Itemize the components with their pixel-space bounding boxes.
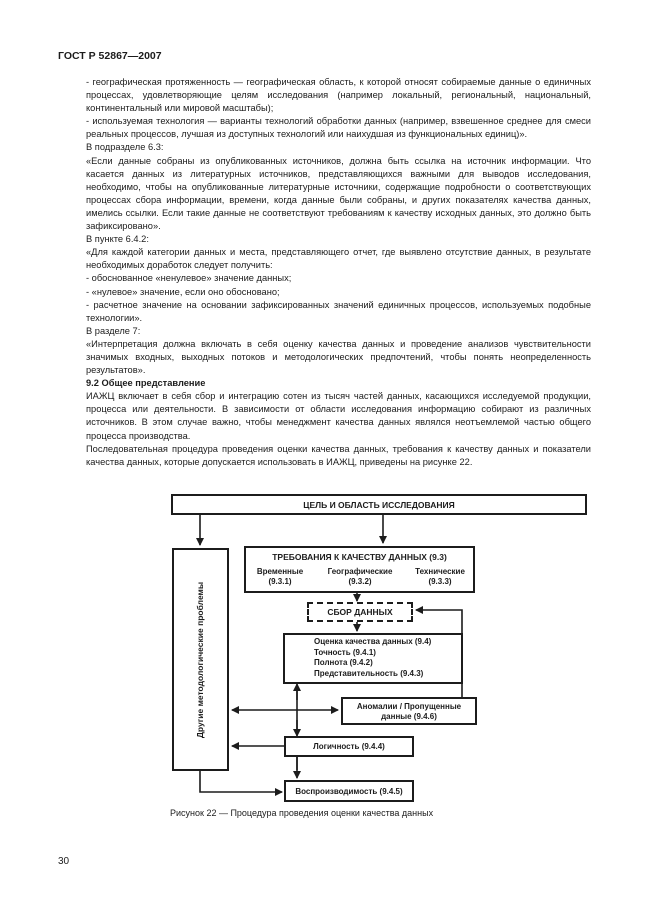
- paragraph: ИАЖЦ включает в себя сбор и интеграцию сотен из тысяч частей данных, касающихся исследуемой продукции, процесса или деятельности. В зависимости от области исследования информацию собирают из различных источников. В этом случае важно, чтобы менеджмент качества данных являлся неотъемлемой частью общего процесса производства.: [86, 391, 591, 441]
- assess-representativeness: Представительность (9.4.3): [314, 668, 424, 678]
- paragraph: - географическая протяженность — географическая область, к которой относят собираемые данные о единичных процессах, удовлетворяющие целям исследования (например локальный, региональный, национальный, континентальный или мировой масштабы);: [86, 77, 591, 114]
- paragraph: В разделе 7:: [86, 325, 141, 336]
- paragraph: - обоснованное «ненулевое» значение данных;: [86, 273, 292, 284]
- paragraph: В подразделе 6.3:: [86, 142, 164, 153]
- req-geo: Географические: [327, 567, 393, 576]
- goal-box: ЦЕЛЬ И ОБЛАСТЬ ИССЛЕДОВАНИЯ: [171, 494, 587, 515]
- paragraph: - используемая технология — варианты технологий обработки данных (например, взвешенное среднее для смеси реальных процессов, лучшая из доступных технологий или наихудшая из функциональных единиц)».: [86, 116, 591, 140]
- side-box: [172, 548, 229, 771]
- consistency-box: Логичность (9.4.4): [284, 736, 414, 757]
- collection-box: СБОР ДАННЫХ: [307, 602, 413, 622]
- req-temporal-ref: (9.3.1): [268, 577, 292, 586]
- paragraph: «Интерпретация должна включать в себя оценку качества данных и проведение анализов чувствительности значимых входных, выходных потоков и методологических предпочтений, чтобы понять неопределенность результатов».: [86, 338, 591, 376]
- paragraph: - расчетное значение на основании зафиксированных значений единичных процессов, используемых подобные технологии».: [86, 299, 591, 323]
- paragraph: В пункте 6.4.2:: [86, 234, 149, 245]
- assess-accuracy: Точность (9.4.1): [314, 647, 376, 657]
- arrow-side-to-reproducibility: [200, 768, 282, 792]
- arrow-anomalies-loop: [416, 610, 462, 697]
- requirements-box: [244, 546, 475, 593]
- assess-completeness: Полнота (9.4.2): [314, 658, 373, 667]
- assessment-box: [283, 633, 463, 684]
- side-label: Другие методологические проблемы: [195, 581, 205, 739]
- requirements-title: ТРЕБОВАНИЯ К КАЧЕСТВУ ДАННЫХ (9.3): [272, 552, 447, 562]
- document-header: ГОСТ Р 52867—2007: [58, 50, 162, 62]
- paragraph: - «нулевое» значение, если оно обосновано;: [86, 286, 280, 297]
- req-tech: Технические: [415, 567, 465, 576]
- req-geo-ref: (9.3.2): [348, 577, 372, 586]
- body-text: [86, 76, 591, 469]
- anomalies-box: Аномалии / Пропущенные данные (9.4.6): [341, 697, 477, 725]
- page-number: 30: [58, 856, 70, 867]
- paragraph: «Если данные собраны из опубликованных источников, должна быть ссылка на источник информации. Что касается данных из литературных источников, представляющихся важными для выводов исследования, необходимо, чтобы на опубликованные литературные источники, содержащие подробности о соответствующих процессах сбора информации, времени, когда данные были собраны, и других показателях качества данных, имелись ссылки. Если такие данные не соответствуют требованиям к качеству исходных данных, это должно быть зафиксировано».: [86, 155, 591, 232]
- req-tech-ref: (9.3.3): [428, 577, 452, 586]
- reproducibility-box: Воспроизводимость (9.4.5): [284, 780, 414, 802]
- figure-caption: Рисунок 22 — Процедура проведения оценки качества данных: [170, 808, 434, 818]
- paragraph: «Для каждой категории данных и места, представляющего отчет, где выявлено отсутствие данных, в результате необходимых доработок следует получить:: [86, 247, 591, 271]
- req-temporal: Временные: [256, 567, 304, 576]
- paragraph: Последовательная процедура проведения оценки качества данных, требования к качеству данных и показатели качества данных, которые допускается использовать в ИАЖЦ, приведены на рисунке 22.: [86, 443, 591, 467]
- assess-title: Оценка качества данных (9.4): [314, 637, 432, 646]
- section-heading: 9.2 Общее представление: [86, 378, 206, 389]
